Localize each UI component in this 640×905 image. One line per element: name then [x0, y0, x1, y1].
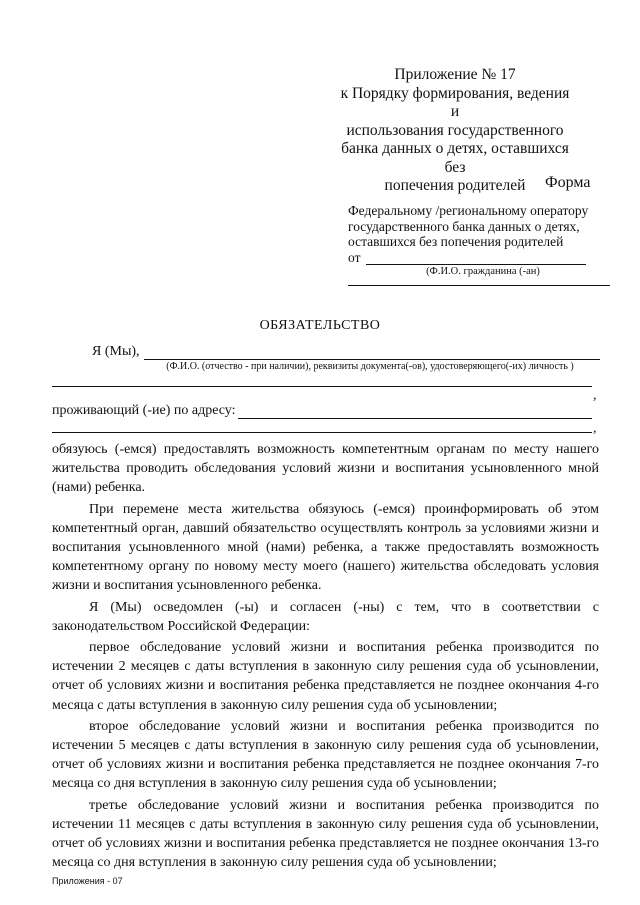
paragraph: обязуюсь (-емся) предоставлять возможность компетентным органам по месту нашего жительства проводить обследования условий жизни и воспитания усыновленного мной (нами) ребенка. — [52, 442, 599, 496]
from-row — [348, 250, 613, 266]
from-label: от — [348, 249, 361, 265]
address-field[interactable] — [238, 404, 593, 419]
appendix-line: к Порядку формирования, ведения и — [340, 84, 570, 120]
declarant-name-field[interactable] — [144, 345, 600, 360]
comma: , — [593, 388, 597, 403]
appendix-line: использования государственного — [346, 121, 564, 139]
declarant-label: Я (Мы), — [92, 344, 140, 359]
from-extra-field[interactable] — [348, 285, 610, 286]
form-label: Форма — [545, 174, 591, 191]
paragraph: Я (Мы) осведомлен (-ы) и согласен (-ны) с тем, что в соответствии с законодательством Российской Федерации: — [52, 599, 599, 634]
addressee-line: государственного банка данных о детях, — [348, 218, 580, 234]
address-row — [52, 403, 592, 419]
obligation-text — [52, 440, 599, 874]
comma: , — [593, 421, 597, 436]
list-item: первое обследование условий жизни и воспитания ребенка производится по истечении 2 месяцев с даты вступления в законную силу решения суда об усыновлении, отчет об условиях жизни и воспитания ребенка представляется не позднее окончания 4-го месяца с даты вступления в законную силу решения суда об усыновлении; — [52, 640, 599, 713]
appendix-line: попечения родителей — [384, 177, 526, 194]
appendix-line: банка данных о детях, оставшихся без — [341, 140, 569, 176]
address-extra-field[interactable] — [52, 432, 592, 433]
declarant-caption: (Ф.И.О. (отчество - при наличии), реквизиты документа(-ов), удостоверяющего(-их) личность ) — [166, 361, 574, 372]
from-name-field[interactable] — [366, 252, 586, 265]
declarant-extra-field[interactable] — [52, 386, 592, 387]
address-label: проживающий (-ие) по адресу: — [52, 403, 236, 418]
addressee-line: оставшихся без попечения родителей — [348, 234, 564, 249]
from-caption: (Ф.И.О. гражданина (-ан) — [426, 266, 540, 277]
page-footer: Приложения - 07 — [52, 876, 123, 886]
paragraph: При перемене места жительства обязуюсь (-емся) проинформировать об этом компетентный орган, давший обязательство осуществлять контроль за условиями жизни и воспитания усыновленного мной (нами) ребенка, а также предоставлять возможность компетентному органу по новому месту моего (нашего) жительства обследовать условия жизни и воспитания усыновленного ребенка. — [52, 501, 599, 594]
appendix-line: Приложение № 17 — [394, 66, 516, 83]
list-item: третье обследование условий жизни и воспитания ребенка производится по истечении 11 месяцев с даты вступления в законную силу решения суда об усыновлении, отчет об условиях жизни и воспитания ребенка представляется не позднее окончания 13-го месяца со дня вступления в законную силу решения суда об усыновлении; — [52, 797, 599, 871]
list-item: второе обследование условий жизни и воспитания ребенка производится по истечении 5 месяцев с даты вступления в законную силу решения суда об усыновлении, отчет об условиях жизни и воспитания ребенка представляется не позднее окончания 7-го месяца со дня вступления в законную силу решения суда об усыновлении; — [52, 718, 599, 792]
addressee-line: Федеральному /региональному оператору — [348, 203, 589, 218]
document-title: ОБЯЗАТЕЛЬСТВО — [259, 318, 381, 333]
declarant-row — [92, 344, 600, 360]
appendix-header — [340, 66, 570, 196]
addressee-block — [348, 203, 613, 278]
